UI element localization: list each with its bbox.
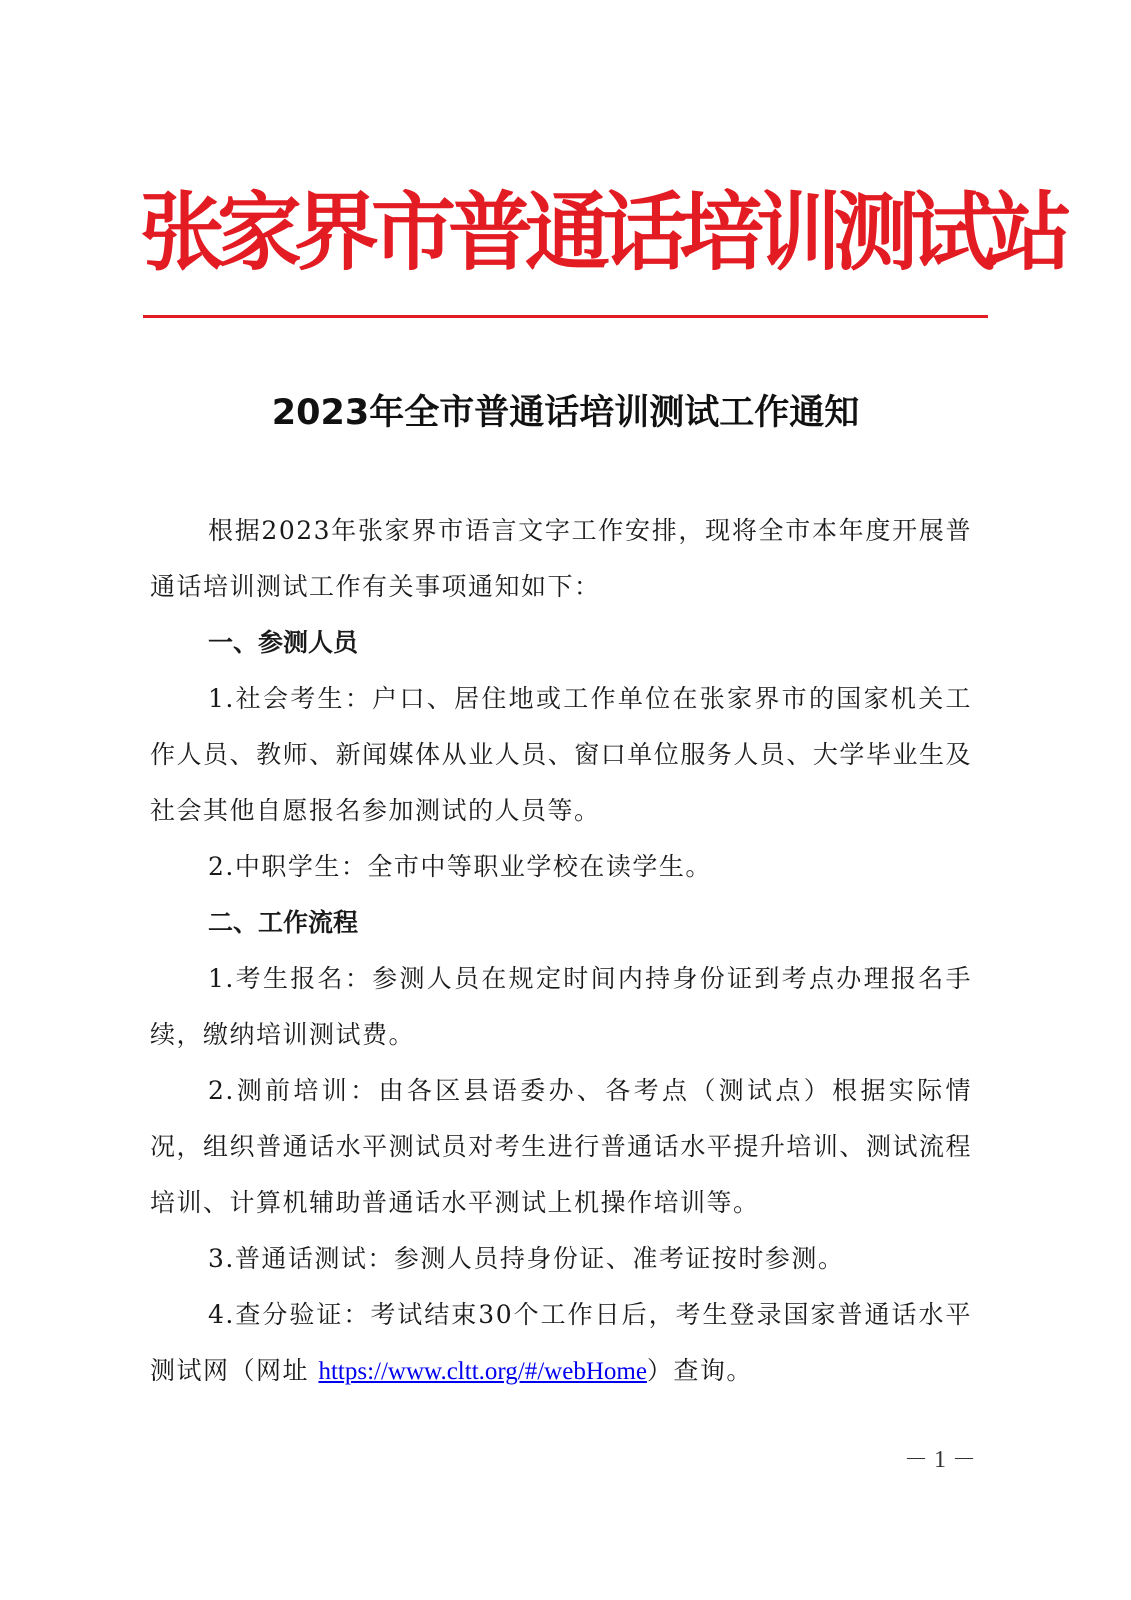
workflow-item-2: 2.测前培训：由各区县语委办、各考点（测试点）根据实际情况，组织普通话水平测试员对考生进行普通话水平提升培训、测试流程培训、计算机辅助普通话水平测试上机操作培训等。 bbox=[150, 1076, 972, 1217]
intro-paragraph: 根据2023年张家界市语言文字工作安排，现将全市本年度开展普通话培训测试工作有关事项通知如下： bbox=[150, 516, 972, 601]
participants-item-1: 1.社会考生：户口、居住地或工作单位在张家界市的国家机关工作人员、教师、新闻媒体从业人员、窗口单位服务人员、大学毕业生及社会其他自愿报名参加测试的人员等。 bbox=[150, 684, 972, 825]
section-heading-participants: 一、参测人员 bbox=[208, 628, 359, 657]
page-number: － 1 － bbox=[904, 1447, 976, 1473]
cltt-website-link[interactable]: https://www.cltt.org/#/webHome bbox=[318, 1358, 647, 1385]
workflow-item-1: 1.考生报名：参测人员在规定时间内持身份证到考点办理报名手续，缴纳培训测试费。 bbox=[150, 964, 972, 1049]
participants-item-2: 2.中职学生：全市中等职业学校在读学生。 bbox=[208, 852, 712, 881]
letterhead-red-rule bbox=[143, 315, 988, 318]
document-title: 2023年全市普通话培训测试工作通知 bbox=[271, 393, 860, 433]
document-body bbox=[150, 503, 972, 1400]
letterhead-org-name: 张家界市普通话培训测试站 bbox=[140, 183, 1065, 283]
section-heading-workflow: 二、工作流程 bbox=[208, 908, 359, 937]
workflow-item-3: 3.普通话测试：参测人员持身份证、准考证按时参测。 bbox=[208, 1244, 845, 1273]
workflow-item-4-tail: ）查询。 bbox=[646, 1356, 753, 1385]
workflow-item-4 bbox=[150, 1287, 972, 1400]
workflow-item-4-text: 4.查分验证：考试结束30个工作日后，考生登录国家普通话水平测试网（网址 bbox=[150, 1300, 972, 1385]
